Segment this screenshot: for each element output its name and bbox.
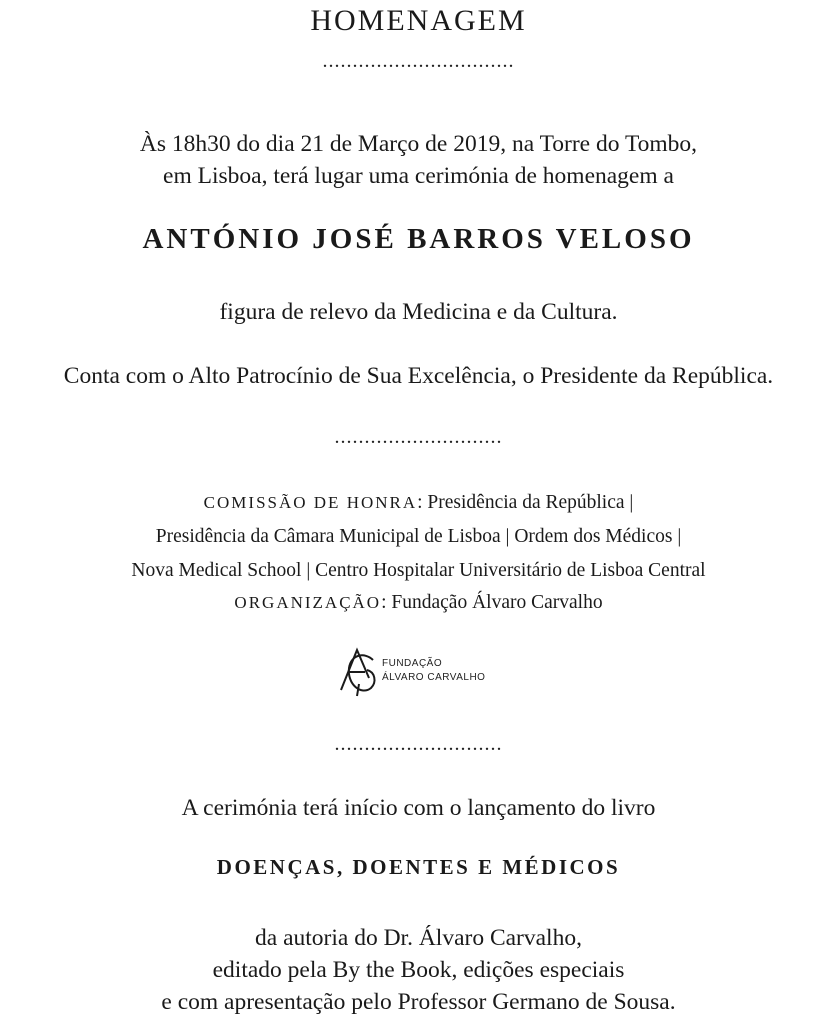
book-details-line-2: editado pela By the Book, edições especiais [212,957,625,983]
book-details-line-1: da autoria do Dr. Álvaro Carvalho, [255,925,582,951]
foundation-logo [337,644,497,700]
page-title: HOMENAGEM [310,4,527,37]
organization-label: ORGANIZAÇÃO [234,593,382,612]
logo-text-line-2: ÁLVARO CARVALHO [382,672,486,683]
dotted-divider-top: ................................ [322,50,515,72]
honor-committee-line-2: Presidência da Câmara Municipal de Lisboa | Ordem dos Médicos | [155,526,682,547]
honor-committee-first-member: : Presidência da República | [417,492,634,513]
book-intro: A cerimónia terá início com o lançamento do livro [181,795,656,821]
intro-line-2: em Lisboa, terá lugar uma cerimónia de homenagem a [163,163,674,189]
book-title: DOENÇAS, DOENTES E MÉDICOS [216,855,621,879]
intro-line-1: Às 18h30 do dia 21 de Março de 2019, na Torre do Tombo, [139,131,698,157]
organization-name: : Fundação Álvaro Carvalho [381,592,603,613]
honoree-description: figura de relevo da Medicina e da Cultura. [219,299,618,325]
patronage-text: Conta com o Alto Patrocínio de Sua Excelência, o Presidente da República. [63,363,774,389]
fundacao-alvaro-carvalho-logo-icon [337,644,381,700]
dotted-divider-middle: ............................ [334,426,503,448]
organization-line [0,592,837,614]
honoree-name: ANTÓNIO JOSÉ BARROS VELOSO [142,223,695,255]
logo-text-line-1: FUNDAÇÃO [382,658,443,669]
book-details-line-3: e com apresentação pelo Professor Germano de Sousa. [161,989,676,1015]
honor-committee-label: COMISSÃO DE HONRA [203,493,418,512]
dotted-divider-bottom: ............................ [334,733,503,755]
honor-committee-line-3: Nova Medical School | Centro Hospitalar Universitário de Lisboa Central [131,560,706,581]
honor-committee-line-1 [0,492,837,514]
